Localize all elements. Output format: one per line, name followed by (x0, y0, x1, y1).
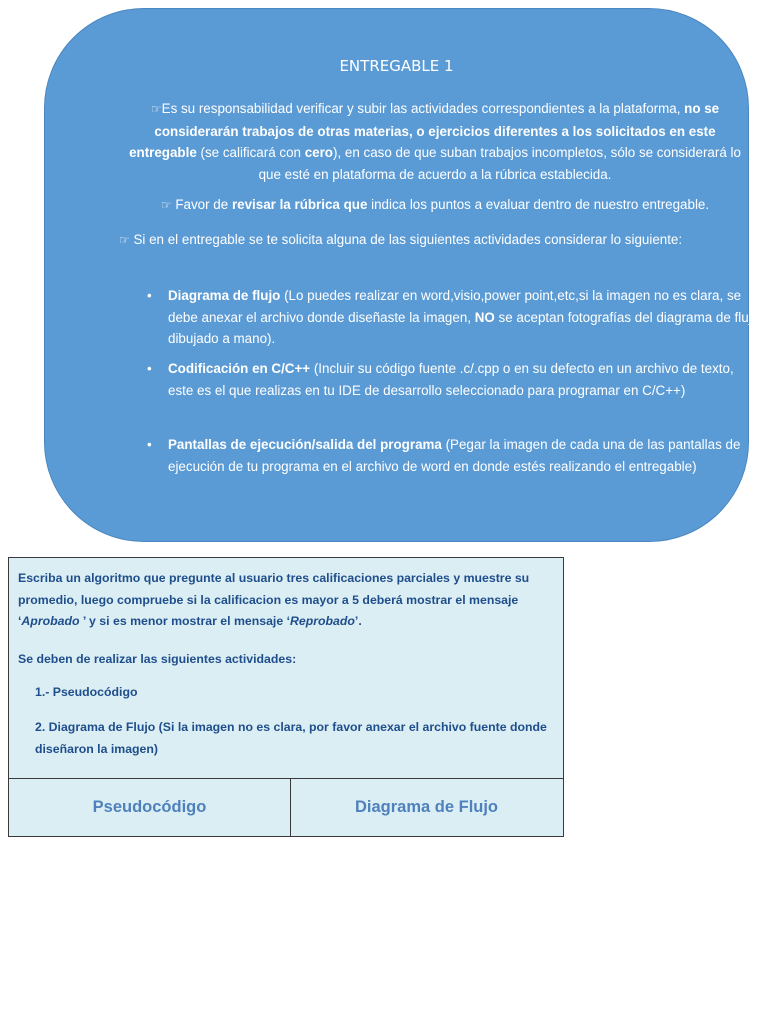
exercise-description-cell (9, 558, 563, 779)
activities-intro-paragraph: ☞ Si en el entregable se te solicita alguna de las siguientes actividades considerar lo siguiente: (119, 232, 683, 247)
bullet-codificacion: • Codificación en C/C++ (Incluir su código fuente .c/.cpp o en su defecto en un archivo de texto, este es el que realizas en tu IDE de desarrollo seleccionado para programar en C/C++) (141, 358, 761, 401)
activity-item-pseudocodigo: 1.- Pseudocódigo (35, 685, 138, 699)
activities-heading: Se deben de realizar las siguientes actividades: (18, 652, 297, 666)
activity-item-diagrama: 2. Diagrama de Flujo (Si la imagen no es clara, por favor anexar el archivo fuente donde diseñaron la imagen) (35, 720, 547, 756)
bullet-dot: • (147, 288, 152, 303)
exercise-statement: Escriba un algoritmo que pregunte al usuario tres calificaciones parciales y muestre su promedio, luego compruebe si la calificacion es mayor a 5 deberá mostrar el mensaje ‘Aprobado ’ y si es menor mostrar el mensaje ‘Reprobado’. (18, 571, 530, 628)
pointing-hand-icon: ☞ (119, 233, 130, 247)
bullet-list (141, 358, 761, 401)
bullet-dot: • (147, 361, 152, 376)
column-header-pseudocodigo: Pseudocódigo (9, 779, 291, 836)
entregable-card (44, 8, 760, 542)
bullet-list (141, 285, 761, 350)
bullet-dot: • (147, 437, 152, 452)
bullet-pantallas: • Pantallas de ejecución/salida del programa (Pegar la imagen de cada una de las pantallas de ejecución de tu programa en el archivo de word en donde estés realizando el entregable) (141, 434, 761, 477)
rubric-paragraph: ☞ Favor de revisar la rúbrica que indica los puntos a evaluar dentro de nuestro entregable. (160, 197, 710, 212)
responsibility-paragraph: ☞Es su responsabilidad verificar y subir las actividades correspondientes a la plataforma, no se considerarán trabajos de otras materias, o ejercicios diferentes a los solicitados en este entregable (se calificará con cero), en caso de que suban trabajos incompletos, sólo se considerará lo que esté en plataforma de acuerdo a la rúbrica establecida. (129, 101, 741, 182)
bullet-list (141, 434, 761, 477)
card-title: ENTREGABLE 1 (339, 57, 454, 75)
exercise-table (8, 557, 564, 837)
bullet-diagrama-de-flujo: • Diagrama de flujo (Lo puedes realizar en word,visio,power point,etc,si la imagen no es clara, se debe anexar el archivo donde diseñaste la imagen, NO se aceptan fotografías del diagrama de flujo dibujado a mano). (141, 285, 761, 350)
pointing-hand-icon: ☞ (160, 198, 172, 212)
pointing-hand-icon: ☞ (150, 102, 162, 116)
column-header-diagrama-de-flujo: Diagrama de Flujo (354, 798, 499, 816)
